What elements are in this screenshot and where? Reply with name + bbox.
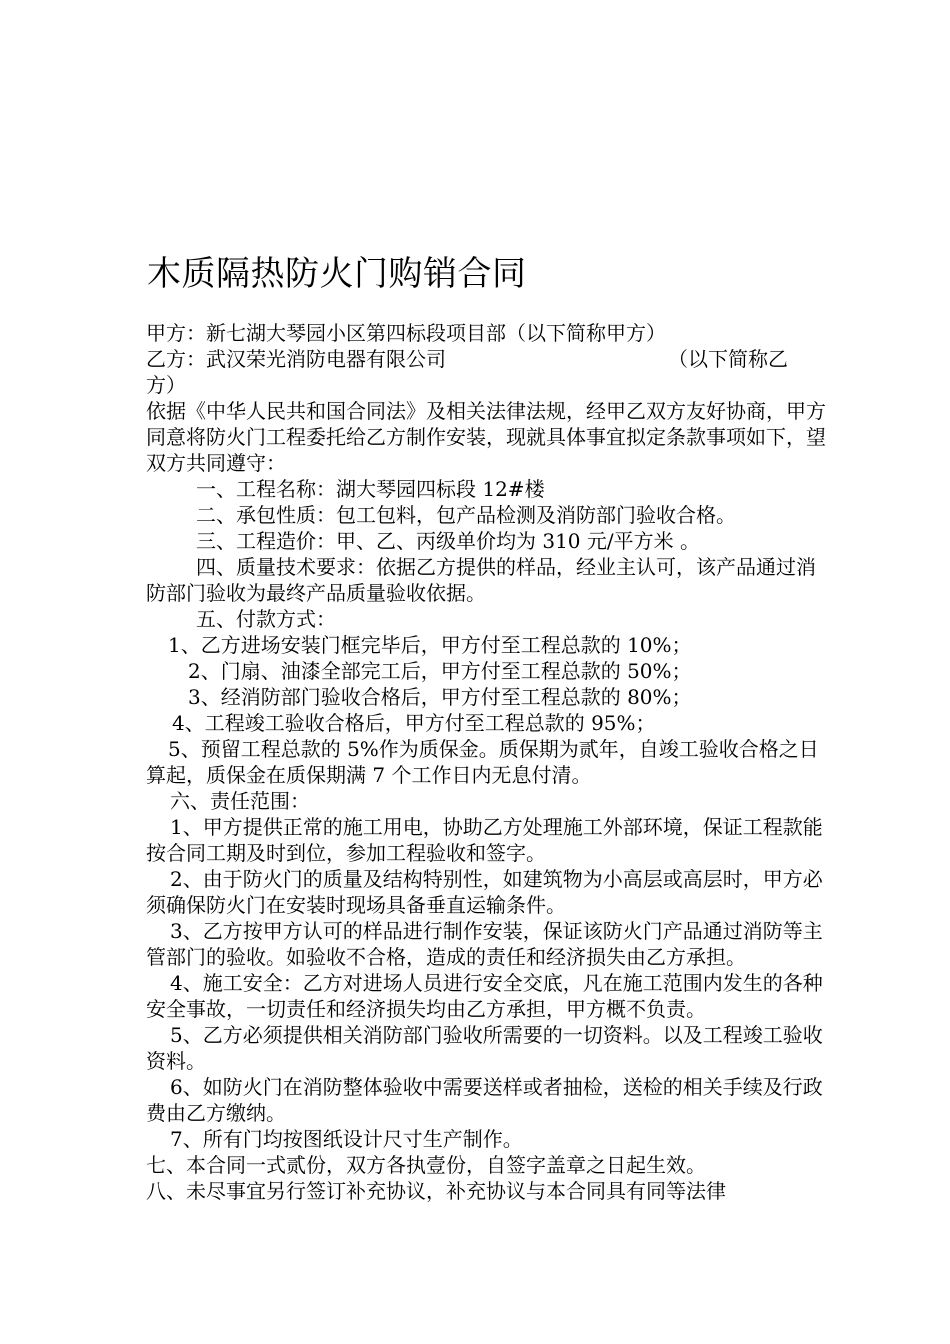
payment-1: 1、乙方进场安装门框完毕后，甲方付至工程总款的 10%； <box>168 633 692 657</box>
responsibility-4: 4、施工安全：乙方对进场人员进行安全交底，凡在施工范围内发生的各种安全事故，一切责任和经济损失均由乙方承担，甲方概不负责。 <box>146 971 823 1021</box>
payment-3: 3、经消防部门验收合格后，甲方付至工程总款的 80%； <box>188 685 692 709</box>
clause-4: 四、质量技术要求：依据乙方提供的样品，经业主认可，该产品通过消防部门验收为最终产品质量验收依据。 <box>146 555 816 605</box>
intro-paragraph: 依据《中华人民共和国合同法》及相关法律法规，经甲乙双方友好协商，甲方同意将防火门工程委托给乙方制作安装，现就具体事宜拟定条款事项如下，望双方共同遵守： <box>146 399 826 475</box>
clause-2: 二、承包性质：包工包料，包产品检测及消防部门验收合格。 <box>196 503 736 527</box>
responsibility-5: 5、乙方必须提供相关消防部门验收所需要的一切资料。以及工程竣工验收资料。 <box>146 1023 823 1073</box>
payment-5: 5、预留工程总款的 5%作为质保金。质保期为贰年，自竣工验收合格之日算起，质保金在质保期满 7 个工作日内无息付清。 <box>146 737 819 787</box>
payment-4: 4、工程竣工验收合格后，甲方付至工程总款的 95%； <box>172 711 656 735</box>
clause-7: 七、本合同一式贰份，双方各执壹份，自签字盖章之日起生效。 <box>146 1153 706 1177</box>
party-b <box>146 346 826 372</box>
party-a: 甲方：新七湖大琴园小区第四标段项目部（以下简称甲方） <box>146 321 666 345</box>
contract-title: 木质隔热防火门购销合同 <box>147 254 527 294</box>
party-b-name: 乙方：武汉荣光消防电器有限公司 <box>146 347 446 371</box>
clause-1: 一、工程名称：湖大琴园四标段 12#楼 <box>196 477 545 501</box>
responsibility-1: 1、甲方提供正常的施工用电，协助乙方处理施工外部环境，保证工程款能按合同工期及时到位，参加工程验收和签字。 <box>146 815 823 865</box>
clause-3: 三、工程造价：甲、乙、丙级单价均为 310 元/平方米 。 <box>196 529 700 553</box>
responsibility-2: 2、由于防火门的质量及结构特别性，如建筑物为小高层或高层时，甲方必须确保防火门在安装时现场具备垂直运输条件。 <box>146 867 823 917</box>
party-b-wrap: 方） <box>146 373 186 397</box>
clause-8: 八、未尽事宜另行签订补充协议，补充协议与本合同具有同等法律 <box>146 1179 726 1203</box>
party-b-abbrev: （以下简称乙 <box>668 347 788 371</box>
responsibility-3: 3、乙方按甲方认可的样品进行制作安装，保证该防火门产品通过消防等主管部门的验收。如验收不合格，造成的责任和经济损失由乙方承担。 <box>146 919 823 969</box>
responsibility-7: 7、所有门均按图纸设计尺寸生产制作。 <box>170 1127 523 1151</box>
responsibility-6: 6、如防火门在消防整体验收中需要送样或者抽检，送检的相关手续及行政费由乙方缴纳。 <box>146 1075 823 1125</box>
contract-body <box>146 320 826 1204</box>
clause-5: 五、付款方式： <box>196 607 336 631</box>
payment-2: 2、门扇、油漆全部完工后，甲方付至工程总款的 50%； <box>188 659 692 683</box>
clause-6: 六、责任范围： <box>170 789 310 813</box>
